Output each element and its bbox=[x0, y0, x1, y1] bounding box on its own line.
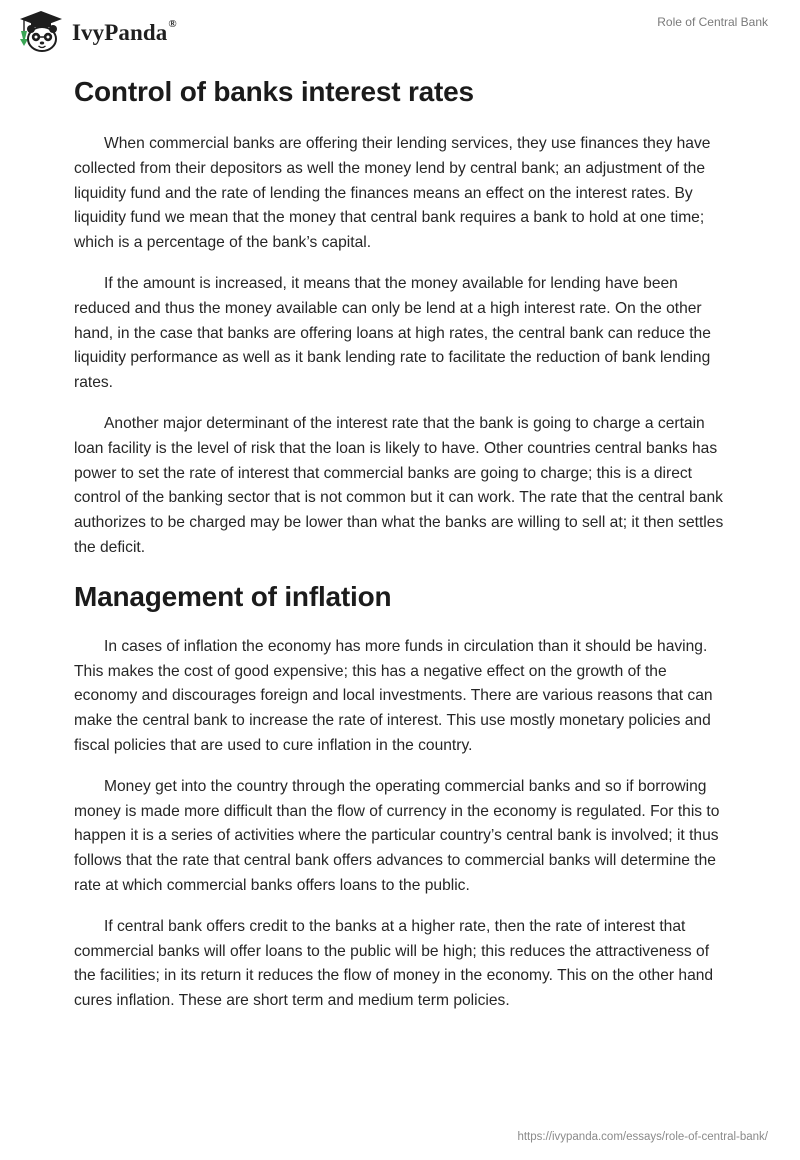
paragraph: Money get into the country through the operating commercial banks and so if borrowing money is made more difficult than the flow of currency in the economy is regulated. For this to happen it is a series of activities where the particular country’s central bank is involved; it thus follows that the rate that central bank offers advances to commercial banks will determine the rate at which commercial banks offers loans to the public. bbox=[74, 777, 720, 894]
section-heading: Management of inflation bbox=[74, 580, 392, 612]
paragraph: If the amount is increased, it means that the money available for lending have been reduced and thus the money available can only be lend at a high interest rate. On the other hand, in the case that banks are offering loans at high rates, the central bank can reduce the liquidity performance as well as it bank lending rate to facilitate the reduction of bank lending rates. bbox=[74, 274, 711, 392]
section-interest-rates bbox=[74, 72, 734, 561]
paragraph: If central bank offers credit to the banks at a higher rate, then the rate of interest that commercial banks will offer loans to the public will be high; this reduces the attractiveness of the facilities; in its return it reduces the flow of money in the economy. This on the other hand cures inflation. These are short term and medium term policies. bbox=[74, 917, 714, 1010]
essay-content bbox=[74, 70, 734, 1030]
brand-name: IvyPanda® bbox=[72, 18, 177, 45]
source-url-link[interactable]: https://ivypanda.com/essays/role-of-central-bank/ bbox=[517, 1131, 768, 1143]
ivypanda-logo[interactable] bbox=[16, 8, 177, 58]
page-header bbox=[0, 0, 800, 70]
section-heading: Control of banks interest rates bbox=[74, 76, 474, 107]
paragraph: Another major determinant of the interest rate that the bank is going to charge a certain loan facility is the level of risk that the loan is likely to have. Other countries central banks has power to set the rate of interest that commercial banks are going to charge; this is a direct control of the banking sector that is not common but it can work. The rate that the central bank authorizes to be charged may be lower than what the banks are willing to sell at; it then settles the deficit. bbox=[74, 414, 724, 556]
paragraph: In cases of inflation the economy has more funds in circulation than it should be having. This makes the cost of good expensive; this has a negative effect on the growth of the economy and discourages foreign and local investments. There are various reasons that can make the central bank to increase the rate of interest. This use mostly monetary policies and fiscal policies that are used to cure inflation in the country. bbox=[74, 637, 713, 754]
panda-graduate-icon bbox=[16, 8, 66, 58]
section-inflation bbox=[74, 577, 734, 1014]
running-title: Role of Central Bank bbox=[657, 15, 768, 29]
registered-mark: ® bbox=[168, 18, 177, 30]
paragraph: When commercial banks are offering their lending services, they use finances they have collected from their depositors as well the money lend by central bank; an adjustment of the liquidity fund and the rate of lending the finances means an effect on the interest rates. By liquidity fund we mean that the money that central bank requires a bank to hold at one time; which is a percentage of the bank’s capital. bbox=[74, 135, 711, 252]
